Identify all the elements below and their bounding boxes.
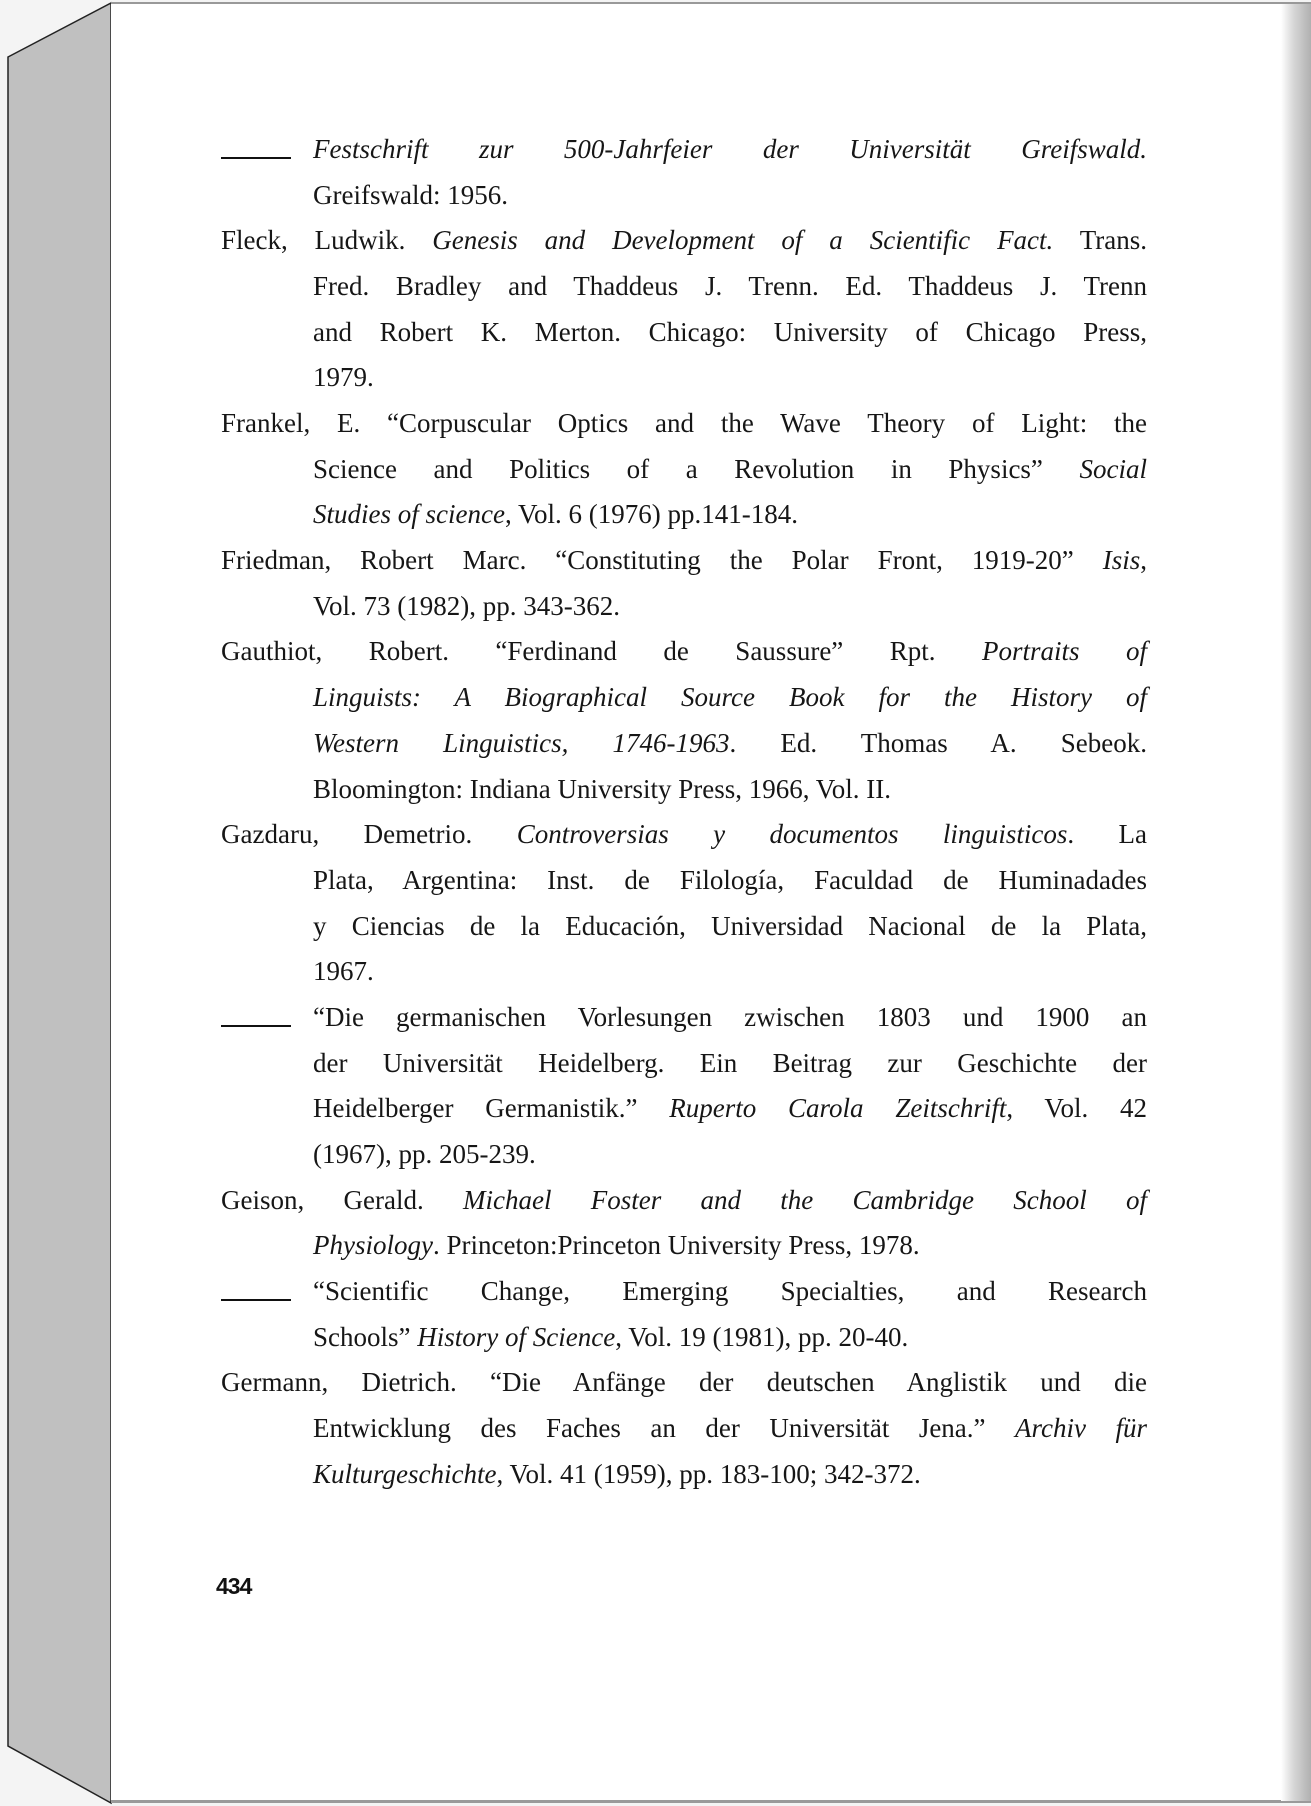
entry-line [313,446,1147,492]
citation-text: 1979. [313,362,374,393]
citation-text: Friedman, Robert Marc. “Constituting the Polar Front, 1919-20” [221,545,1103,576]
citation-text: Gauthiot, Robert. “Ferdinand de Saussure” Rpt. [221,636,982,667]
page-edge-shadow [1281,4,1311,1801]
citation-text: der Universität Heidelberg. Ein Beitrag zur Geschichte der [313,1047,1147,1078]
citation-text: Plata, Argentina: Inst. de Filología, Faculdad de Huminadades [313,864,1147,895]
book-spine [0,0,115,1806]
italic-title-text: Social [1079,453,1147,484]
entry-line [313,1405,1147,1451]
repeat-author-dash [221,157,291,159]
entry-line [313,1222,1147,1268]
entry-line [313,172,1147,218]
entry-line [313,309,1147,355]
italic-title-text: Isis [1102,545,1141,576]
citation-text: (1967), pp. 205-239. [313,1138,536,1169]
entry-line [313,857,1147,903]
citation-text: “Die germanischen Vorlesungen zwischen 1803 und 1900 an [313,1001,1147,1032]
entry-line [313,720,1147,766]
entry-line [313,263,1147,309]
citation-text: Greifswald: 1956. [313,179,508,210]
repeat-author-dash [221,1299,291,1301]
italic-title-text: Genesis and Development of a Scientific Fact. [432,225,1054,256]
entry-line [221,1359,1147,1405]
entry-line [313,1268,1147,1314]
entry-line [313,1451,1147,1497]
citation-text: y Ciencias de la Educación, Universidad Nacional de la Plata, [313,910,1147,941]
citation-text: Fleck, Ludwik. [221,225,433,256]
citation-text: Schools” [313,1321,418,1352]
citation-text: , Vol. 42 [1006,1093,1147,1124]
citation-text: . Princeton:Princeton University Press, 1978. [432,1230,920,1261]
italic-title-text: Festschrift zur 500-Jahrfeier der Universität Greifswald. [313,134,1147,164]
citation-text: . Ed. Thomas A. Sebeok. [729,727,1147,758]
citation-text: 1967. [313,956,374,987]
entry-line [313,1085,1147,1131]
entry-line [313,1314,1147,1360]
repeat-author-dash [221,1025,291,1027]
entry-line [221,1177,1147,1223]
citation-text: , Vol. 6 (1976) pp.141-184. [504,499,798,530]
citation-text: and Robert K. Merton. Chicago: University of Chicago Press, [313,316,1147,347]
entry-line [313,766,1147,812]
citation-text: Frankel, E. “Corpuscular Optics and the Wave Theory of Light: the [221,408,1147,439]
italic-title-text: Physiology [313,1230,433,1261]
citation-text: Bloomington: Indiana University Press, 1966, Vol. II. [313,773,891,804]
citation-text: . La [1067,819,1147,850]
citation-text: Geison, Gerald. [221,1184,463,1215]
citation-text: , Vol. 19 (1981), pp. 20-40. [615,1321,909,1352]
citation-text: Heidelberger Germanistik.” [313,1093,670,1124]
italic-title-text: Linguists: A Biographical Source Book for the History of [313,682,1147,713]
entry-line [221,217,1147,263]
citation-text: “Scientific Change, Emerging Specialties, and Research [313,1276,1147,1306]
citation-text: , [1140,545,1147,576]
entry-line [313,354,1147,400]
entry-line [313,491,1147,537]
entry-line [313,903,1147,949]
citation-text: , Vol. 41 (1959), pp. 183-100; 342-372. [496,1458,921,1489]
entry-line [221,537,1147,583]
citation-text: Trans. [1053,225,1147,256]
italic-title-text: Western Linguistics, 1746-1963 [313,727,730,758]
citation-text: Germann, Dietrich. “Die Anfänge der deutschen Anglistik und die [221,1367,1147,1398]
citation-text: Gazdaru, Demetrio. [221,819,517,850]
citation-text: Fred. Bradley and Thaddeus J. Trenn. Ed. Thaddeus J. Trenn [313,271,1147,302]
entry-line [313,1131,1147,1177]
italic-title-text: Ruperto Carola Zeitschrift [669,1093,1007,1124]
entry-line [313,583,1147,629]
italic-title-text: History of Science [417,1321,616,1352]
entry-line [221,628,1147,674]
italic-title-text: Kulturgeschichte [313,1458,497,1489]
entry-line [221,811,1147,857]
page-number: 434 [216,1573,252,1599]
entry-line [313,1040,1147,1086]
italic-title-text: Controversias y documentos linguisticos [516,819,1068,850]
entry-line [221,400,1147,446]
entry-line [313,674,1147,720]
entry-line [313,948,1147,994]
italic-title-text: Studies of science [313,499,505,530]
italic-title-text: Portraits of [982,636,1147,667]
citation-text: Science and Politics of a Revolution in Physics” [313,453,1080,484]
italic-title-text: Archiv für [1015,1413,1147,1444]
entry-line [313,994,1147,1040]
citation-text: Vol. 73 (1982), pp. 343-362. [313,590,620,621]
entry-line [313,126,1147,172]
citation-text: Entwicklung des Faches an der Universität Jena.” [313,1413,1016,1444]
italic-title-text: Michael Foster and the Cambridge School of [462,1184,1147,1215]
